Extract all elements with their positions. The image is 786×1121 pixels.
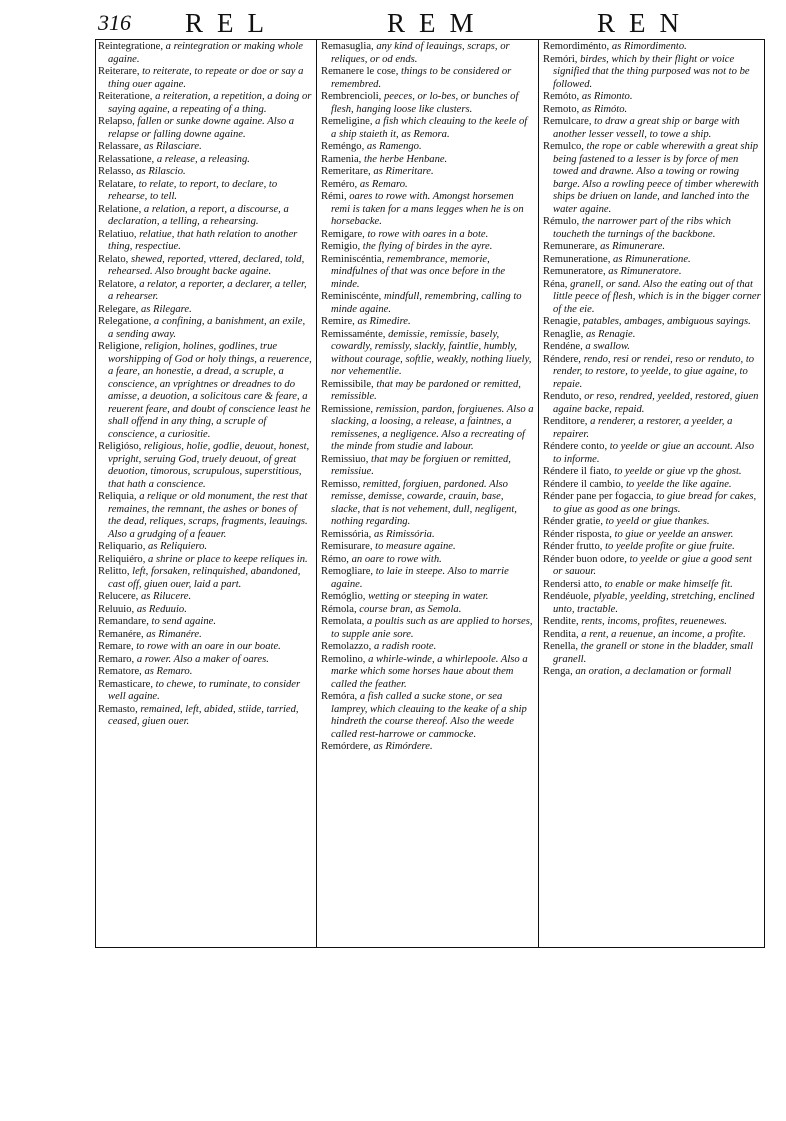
dictionary-entry xyxy=(543,216,761,241)
dictionary-entry xyxy=(543,316,761,329)
dictionary-entry xyxy=(321,191,535,229)
headword-left: REL xyxy=(185,8,278,38)
entry-headword: Reminiscénte, xyxy=(321,291,382,302)
dictionary-entry xyxy=(98,116,312,141)
entry-headword: Remolino, xyxy=(321,653,366,665)
entry-definition: to chewe, to ruminate, to consider well againe. xyxy=(108,678,301,702)
entry-definition: a relation, a report, a discourse, a declaration, a telling, a rehearsing. xyxy=(108,203,289,227)
entry-definition: to yeeld or giue thankes. xyxy=(603,516,710,527)
entry-definition: as Rimordimento. xyxy=(609,41,687,52)
entry-definition: a rower. Also a maker of oares. xyxy=(134,653,269,665)
dictionary-entry xyxy=(543,591,761,616)
entry-headword: Reliquario, xyxy=(98,541,146,552)
entry-definition: rendo, resi or rendei, reso or renduto, to render, to restore, to yeelde, to giue againe, to repaie. xyxy=(553,353,755,390)
dictionary-entry xyxy=(321,691,535,741)
entry-definition: oares to rowe with. Amongst horsemen remi is taken for a mans legges when he is on horsebacke. xyxy=(331,191,524,227)
dictionary-entry xyxy=(321,591,535,604)
entry-definition: the granell or stone in the bladder, small granell. xyxy=(553,641,754,665)
entry-headword: Rénder frutto, xyxy=(543,541,603,552)
dictionary-entry xyxy=(321,604,535,617)
entry-definition: as Rilucere. xyxy=(138,591,192,602)
dictionary-entry xyxy=(98,704,312,729)
dictionary-entry xyxy=(321,91,535,116)
entry-headword: Remisurare, xyxy=(321,541,373,552)
running-header xyxy=(95,5,765,40)
dictionary-entry xyxy=(543,141,761,216)
entry-headword: Remuneratione, xyxy=(543,253,611,265)
entry-definition: the narrower part of the ribs which toucheth the turnings of the backbone. xyxy=(553,216,731,240)
column-3 xyxy=(543,41,761,679)
entry-definition: mindfull, remembring, calling to minde againe. xyxy=(331,291,522,315)
entry-headword: Remeritare, xyxy=(321,166,371,177)
dictionary-entry xyxy=(543,41,761,54)
entry-headword: Reliquiéro, xyxy=(98,553,146,565)
entry-headword: Relatore, xyxy=(98,278,137,290)
entry-headword: Relitto, xyxy=(98,566,130,577)
dictionary-entry xyxy=(543,279,761,317)
entry-definition: to draw a great ship or barge with another lesser vessell, to towe a ship. xyxy=(553,116,740,140)
dictionary-entry xyxy=(543,616,761,629)
entry-definition: as Rimeritare. xyxy=(370,166,434,177)
left-frame-rule xyxy=(95,39,96,947)
column-2 xyxy=(321,41,535,754)
dictionary-entry xyxy=(543,91,761,104)
entry-definition: wetting or steeping in water. xyxy=(365,591,489,602)
entry-definition: the flying of birdes in the ayre. xyxy=(360,241,493,252)
dictionary-entry xyxy=(98,141,312,154)
entry-definition: as Rilasciare. xyxy=(141,141,202,152)
entry-headword: Relatiuo, xyxy=(98,228,137,240)
entry-headword: Remulcare, xyxy=(543,116,592,127)
entry-definition: as Rimissória. xyxy=(371,528,435,540)
entry-headword: Remóglio, xyxy=(321,591,366,602)
entry-headword: Remóri, xyxy=(543,53,578,65)
dictionary-entry xyxy=(98,229,312,254)
entry-headword: Renditore, xyxy=(543,416,588,427)
entry-definition: to giue or yeelde an answer. xyxy=(611,528,734,540)
dictionary-entry xyxy=(321,454,535,479)
entry-definition: a relique or old monument, the rest that remaines, the remnant, the ashes or bones of the dead, reliques, scraps, fragments, leauings. Also a grudging of a feauer. xyxy=(108,491,308,540)
entry-definition: left, forsaken, relinquished, abandoned, cast off, giuen ouer, laid a part. xyxy=(108,566,301,590)
page-number: 316 xyxy=(98,10,131,35)
dictionary-entry xyxy=(98,591,312,604)
entry-headword: Remanére, xyxy=(98,628,144,640)
dictionary-entry xyxy=(543,541,761,554)
dictionary-entry xyxy=(321,541,535,554)
dictionary-entry xyxy=(321,616,535,641)
dictionary-entry xyxy=(543,641,761,666)
entry-headword: Relucere, xyxy=(98,591,139,602)
dictionary-entry xyxy=(321,479,535,529)
entry-headword: Rémulo, xyxy=(543,216,580,227)
entry-headword: Réndere, xyxy=(543,353,581,365)
dictionary-entry xyxy=(321,166,535,179)
dictionary-entry xyxy=(98,254,312,279)
entry-definition: as Ramengo. xyxy=(364,141,422,152)
entry-definition: a confining, a banishment, an exile, a sending away. xyxy=(108,316,306,340)
dictionary-entry xyxy=(543,104,761,117)
entry-definition: a reintegration or making whole againe. xyxy=(108,41,303,65)
dictionary-entry xyxy=(321,291,535,316)
entry-definition: to yeelde the like againe. xyxy=(623,478,732,490)
entry-definition: as Rimórdere. xyxy=(370,741,433,752)
entry-headword: Reméro, xyxy=(321,178,358,190)
entry-headword: Remuneratore, xyxy=(543,266,606,277)
entry-headword: Réndere il cambio, xyxy=(543,478,624,490)
entry-headword: Remolazzo, xyxy=(321,641,372,652)
entry-definition: remembrance, memorie, mindfulnes of that was once before in the minde. xyxy=(331,253,506,290)
entry-headword: Remunerare, xyxy=(543,241,598,252)
entry-headword: Remissione, xyxy=(321,403,374,415)
entry-definition: a reiteration, a repetition, a doing or saying againe, a repeating of a thing. xyxy=(108,91,312,115)
entry-headword: Relasso, xyxy=(98,166,134,177)
entry-headword: Remóto, xyxy=(543,91,580,102)
entry-headword: Réna, xyxy=(543,278,568,290)
entry-headword: Remissaménte, xyxy=(321,328,386,340)
entry-headword: Remigare, xyxy=(321,228,365,240)
entry-headword: Reliquia, xyxy=(98,491,137,502)
dictionary-entry xyxy=(98,154,312,167)
dictionary-entry xyxy=(321,316,535,329)
entry-headword: Reiteratione, xyxy=(98,91,153,102)
dictionary-entry xyxy=(543,116,761,141)
dictionary-entry xyxy=(321,379,535,404)
headword-center: REM xyxy=(387,8,488,38)
entry-definition: a fish called a sucke stone, or sea lamprey, which cleauing to the keake of a ship hindreth the course thereof. Also the weede called rest-harrowe or cammocke. xyxy=(331,691,527,740)
dictionary-entry xyxy=(543,491,761,516)
entry-definition: an oration, a declamation or formall xyxy=(572,666,732,677)
dictionary-entry xyxy=(98,341,312,441)
entry-definition: that may be pardoned or remitted, remissible. xyxy=(331,378,521,402)
entry-definition: to yeelde or giue an account. Also to informe. xyxy=(553,441,755,465)
dictionary-entry xyxy=(321,529,535,542)
entry-definition: as Renagie. xyxy=(583,328,636,340)
entry-definition: to rowe with oares in a bote. xyxy=(364,228,489,240)
entry-definition: as Rimóto. xyxy=(579,103,628,115)
entry-definition: as Reduuio. xyxy=(134,603,187,615)
entry-headword: Remórdere, xyxy=(321,741,371,752)
entry-definition: to yeelde or giue a good sent or sauour. xyxy=(553,553,752,577)
entry-definition: peeces, or lo-bes, or bunches of flesh, hanging loose like clusters. xyxy=(331,91,519,115)
dictionary-entry xyxy=(543,391,761,416)
dictionary-entry xyxy=(543,341,761,354)
entry-headword: Rendersi atto, xyxy=(543,578,602,590)
entry-definition: fallen or sunke downe againe. Also a relapse or falling downe againe. xyxy=(108,116,295,140)
dictionary-entry xyxy=(98,616,312,629)
right-frame-rule xyxy=(764,39,765,947)
entry-headword: Relassare, xyxy=(98,141,142,152)
dictionary-entry xyxy=(98,666,312,679)
entry-headword: Remeligine, xyxy=(321,116,373,127)
entry-definition: an oare to rowe with. xyxy=(348,553,442,565)
entry-headword: Relato, xyxy=(98,253,129,265)
entry-definition: religion, holines, godlines, true worshipping of God or holy things, a reuerence, a feare, an honestie, a dread, a scruple, a conscience, an vprightnes or dreadnes to do amisse, a deuotion, a solicitous care & feare, a reuerent feare, and doubt of conscience least he shall offend in any thing, a scruple of conscience, a curiositie. xyxy=(108,341,312,440)
dictionary-entry xyxy=(98,179,312,204)
entry-definition: to measure againe. xyxy=(372,541,456,552)
entry-headword: Reluuio, xyxy=(98,603,135,615)
entry-definition: to reiterate, to repeate or doe or say a thing ouer againe. xyxy=(108,66,304,90)
entry-headword: Relatare, xyxy=(98,178,136,190)
dictionary-entry xyxy=(543,554,761,579)
entry-headword: Relatione, xyxy=(98,203,142,215)
entry-definition: a poultis such as are applied to horses, to supple anie sore. xyxy=(331,616,533,640)
entry-headword: Rénder risposta, xyxy=(543,528,612,540)
entry-headword: Rembrencioli, xyxy=(321,91,382,102)
entry-definition: things to be considered or remembred. xyxy=(331,66,512,90)
column-rule-2 xyxy=(538,39,539,947)
entry-headword: Renaglie, xyxy=(543,328,584,340)
entry-headword: Renagie, xyxy=(543,316,581,327)
entry-definition: birdes, which by their flight or voice signified that the thing purposed was not to be followed. xyxy=(553,53,750,90)
entry-headword: Rémola, xyxy=(321,603,357,615)
entry-definition: to enable or make himselfe fit. xyxy=(601,578,733,590)
entry-headword: Remissória, xyxy=(321,528,372,540)
entry-headword: Rendita, xyxy=(543,628,579,640)
entry-headword: Remasto, xyxy=(98,703,138,715)
entry-headword: Rénder gratie, xyxy=(543,516,604,527)
dictionary-entry xyxy=(321,254,535,292)
entry-definition: to rowe with an oare in our boate. xyxy=(133,641,281,652)
entry-definition: a rent, a reuenue, an income, a profite. xyxy=(578,628,746,640)
entry-headword: Renga, xyxy=(543,666,573,677)
entry-headword: Remordiménto, xyxy=(543,41,610,52)
dictionary-entry xyxy=(98,554,312,567)
column-rule-1 xyxy=(316,39,317,947)
dictionary-entry xyxy=(543,579,761,592)
entry-headword: Relapso, xyxy=(98,116,135,127)
entry-definition: shewed, reported, vttered, declared, told, rehearsed. Also brought backe againe. xyxy=(108,253,305,277)
entry-headword: Rémo, xyxy=(321,553,349,565)
entry-definition: to yeelde or giue vp the ghost. xyxy=(611,466,742,477)
entry-headword: Remoto, xyxy=(543,103,580,115)
entry-headword: Remulco, xyxy=(543,141,584,152)
dictionary-entry xyxy=(543,529,761,542)
entry-definition: as Rimunerare. xyxy=(597,241,665,252)
entry-headword: Remaro, xyxy=(98,653,135,665)
dictionary-entry xyxy=(98,441,312,491)
entry-definition: remission, pardon, forgiuenes. Also a slacking, a loosing, a release, a faintnes, a remissenes, a negligence. Also a recreating of the minde from studie and labour. xyxy=(331,403,534,452)
dictionary-entry xyxy=(98,66,312,91)
entry-definition: a release, a releasing. xyxy=(154,153,250,165)
entry-definition: to relate, to report, to declare, to rehearse, to tell. xyxy=(108,178,278,202)
dictionary-entry xyxy=(543,666,761,679)
entry-definition: or reso, rendred, yeelded, restored, giuen againe backe, repaid. xyxy=(553,391,759,415)
dictionary-entry xyxy=(98,641,312,654)
entry-headword: Remire, xyxy=(321,316,355,327)
entry-headword: Remissibile, xyxy=(321,378,374,390)
entry-headword: Remolata, xyxy=(321,616,365,627)
entry-headword: Rendéuole, xyxy=(543,591,591,602)
entry-definition: course bran, as Semola. xyxy=(356,603,462,615)
dictionary-entry xyxy=(98,316,312,341)
entry-headword: Remasticare, xyxy=(98,678,154,690)
entry-headword: Remisso, xyxy=(321,478,361,490)
dictionary-entry xyxy=(321,179,535,192)
entry-headword: Remóra, xyxy=(321,691,358,702)
dictionary-entry xyxy=(321,641,535,654)
entry-definition: as Rimonto. xyxy=(579,91,633,102)
entry-definition: as Rimuneratione. xyxy=(610,253,691,265)
dictionary-entry xyxy=(98,91,312,116)
dictionary-entry xyxy=(98,204,312,229)
entry-headword: Religione, xyxy=(98,341,142,352)
entry-definition: patables, ambages, ambiguous sayings. xyxy=(580,316,751,327)
entry-headword: Remandare, xyxy=(98,616,149,627)
entry-definition: as Rimuneratore. xyxy=(605,266,682,277)
dictionary-entry xyxy=(98,279,312,304)
entry-definition: remained, left, abided, stiide, tarried, ceased, giuen ouer. xyxy=(108,703,299,727)
dictionary-entry xyxy=(543,441,761,466)
entry-definition: a swallow. xyxy=(582,341,630,352)
bottom-rule xyxy=(95,947,765,948)
dictionary-entry xyxy=(321,154,535,167)
entry-headword: Reiterare, xyxy=(98,66,140,77)
entry-definition: a relator, a reporter, a declarer, a teller, a rehearser. xyxy=(108,278,307,302)
dictionary-page xyxy=(95,5,765,950)
dictionary-entry xyxy=(98,679,312,704)
entry-definition: to send againe. xyxy=(148,616,216,627)
entry-definition: remitted, forgiuen, pardoned. Also remisse, demisse, cowarde, crauin, base, slacke, that is not vehement, dull, negligent, nothing regarding. xyxy=(331,478,517,527)
dictionary-entry xyxy=(321,141,535,154)
entry-definition: a fish which cleauing to the keele of a ship staieth it, as Remora. xyxy=(331,116,528,140)
dictionary-entry xyxy=(98,491,312,541)
entry-definition: as Rilascio. xyxy=(133,166,186,177)
entry-headword: Rénder buon odore, xyxy=(543,553,627,565)
dictionary-entry xyxy=(98,629,312,642)
entry-definition: as Rilegare. xyxy=(138,303,192,315)
entry-definition: a radish roote. xyxy=(371,641,437,652)
entry-definition: a whirle-winde, a whirlepoole. Also a marke which some horses haue about them called the feather. xyxy=(331,653,528,690)
dictionary-entry xyxy=(321,741,535,754)
dictionary-entry xyxy=(321,654,535,692)
dictionary-entry xyxy=(543,266,761,279)
entry-definition: as Reliquiero. xyxy=(145,541,208,552)
entry-definition: to giue bread for cakes, to giue as good as one brings. xyxy=(553,491,757,515)
entry-headword: Rematore, xyxy=(98,666,142,677)
entry-headword: Remogliare, xyxy=(321,566,374,577)
dictionary-entry xyxy=(98,604,312,617)
entry-headword: Remasuglia, xyxy=(321,41,374,52)
dictionary-entry xyxy=(543,479,761,492)
entry-definition: a renderer, a restorer, a yeelder, a repairer. xyxy=(553,416,733,440)
dictionary-entry xyxy=(543,241,761,254)
entry-headword: Renella, xyxy=(543,641,579,652)
entry-definition: as Rimanére. xyxy=(143,628,202,640)
entry-headword: Réndere conto, xyxy=(543,441,608,452)
entry-definition: demissie, remissie, basely, cowardly, remissly, slackly, faintlie, humbly, without courage, softlie, weakly, nothing liuely, nor vehementlie. xyxy=(331,328,532,377)
dictionary-entry xyxy=(543,354,761,392)
dictionary-entry xyxy=(543,254,761,267)
column-1 xyxy=(98,41,312,729)
dictionary-entry xyxy=(98,166,312,179)
entry-definition: relatiue, that hath relation to another thing, respectiue. xyxy=(108,228,298,252)
entry-headword: Reintegratione, xyxy=(98,41,164,52)
dictionary-entry xyxy=(98,304,312,317)
entry-headword: Reméngo, xyxy=(321,141,365,152)
dictionary-entry xyxy=(98,654,312,667)
dictionary-entry xyxy=(543,416,761,441)
dictionary-entry xyxy=(543,629,761,642)
dictionary-entry xyxy=(543,329,761,342)
entry-definition: as Rimedire. xyxy=(354,316,411,327)
entry-definition: that may be forgiuen or remitted, remissiue. xyxy=(331,453,511,477)
entry-headword: Rendite, xyxy=(543,616,579,627)
entry-headword: Rénder pane per fogaccia, xyxy=(543,491,654,502)
entry-definition: to yeelde profite or giue fruite. xyxy=(602,541,735,552)
dictionary-entry xyxy=(98,566,312,591)
dictionary-entry xyxy=(543,516,761,529)
entry-headword: Ramenia, xyxy=(321,153,362,165)
dictionary-entry xyxy=(321,116,535,141)
entry-headword: Reminiscéntia, xyxy=(321,253,385,265)
entry-headword: Relegatione, xyxy=(98,316,152,327)
entry-headword: Rémi, xyxy=(321,191,347,202)
dictionary-entry xyxy=(98,541,312,554)
entry-headword: Renduto, xyxy=(543,391,582,402)
dictionary-entry xyxy=(321,554,535,567)
dictionary-entry xyxy=(321,229,535,242)
entry-definition: a shrine or place to keepe reliques in. xyxy=(145,553,308,565)
headword-right: REN xyxy=(597,8,693,38)
entry-definition: rents, incoms, profites, reuenewes. xyxy=(578,616,727,627)
entry-headword: Réndere il fiato, xyxy=(543,466,612,477)
entry-headword: Relassatione, xyxy=(98,153,155,165)
dictionary-entry xyxy=(543,54,761,92)
entry-definition: any kind of leauings, scraps, or reliques, or od ends. xyxy=(331,41,510,65)
dictionary-entry xyxy=(321,241,535,254)
entry-definition: religious, holie, godlie, deuout, honest, vpright, seruing God, truely deuout, of great deuotion, timorous, scrupulous, superstitious, that hath a conscience. xyxy=(108,441,310,490)
entry-headword: Remare, xyxy=(98,641,134,652)
dictionary-entry xyxy=(321,566,535,591)
dictionary-entry xyxy=(321,66,535,91)
dictionary-entry xyxy=(321,41,535,66)
entry-headword: Religióso, xyxy=(98,441,142,452)
entry-definition: the rope or cable wherewith a great ship being fastened to a lesser is by force of men towed and drawne. Also a towing or rowing barge. Also a rowling peece of timber wherewith ships be driuen on lande, and lanched into the water againe. xyxy=(553,141,759,215)
dictionary-entry xyxy=(543,466,761,479)
entry-definition: plyable, yeelding, stretching, enclined unto, tractable. xyxy=(553,591,755,615)
entry-definition: as Remaro. xyxy=(141,666,193,677)
entry-definition: as Remaro. xyxy=(357,178,408,190)
dictionary-entry xyxy=(321,404,535,454)
entry-headword: Relegare, xyxy=(98,303,139,315)
entry-headword: Rendéne, xyxy=(543,341,583,352)
entry-definition: granell, or sand. Also the eating out of that little peece of flesh, which is in the bigger corner of the eie. xyxy=(553,278,761,315)
dictionary-entry xyxy=(321,329,535,379)
entry-headword: Remigio, xyxy=(321,241,361,252)
entry-headword: Remissiuo, xyxy=(321,453,369,465)
entry-definition: the herbe Henbane. xyxy=(361,153,448,165)
entry-definition: to laie in steepe. Also to marrie againe. xyxy=(331,566,509,590)
dictionary-entry xyxy=(98,41,312,66)
entry-headword: Remanere le cose, xyxy=(321,66,399,77)
